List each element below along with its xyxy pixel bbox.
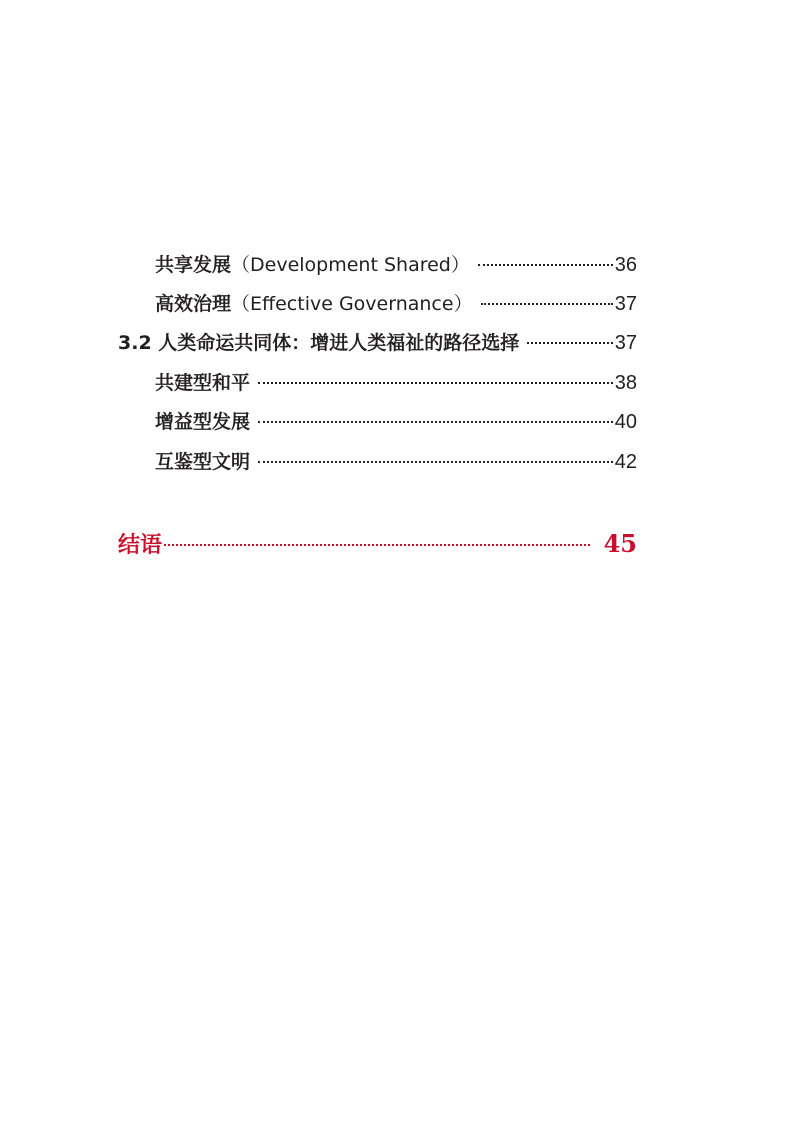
dot-leader [527,342,612,344]
toc-entry-mutual-learning-civilization[interactable] [155,447,637,477]
toc-entry-title: 互鉴型文明 [155,451,251,473]
toc-page-number: 37 [614,332,637,354]
toc-entry-effective-governance[interactable] [155,289,637,319]
toc-entry-title: 3.2 人类命运共同体：增进人类福祉的路径选择 [118,332,520,354]
dot-leader [258,461,613,463]
toc-page-number: 38 [614,372,637,394]
toc-page-number: 42 [614,451,637,473]
toc-entry-title: 结语 [118,533,163,558]
toc-entry-title: 共建型和平 [155,372,251,394]
toc-page-number: 40 [614,411,637,433]
toc-entry-beneficial-development[interactable] [155,407,637,437]
dot-leader [164,544,590,546]
toc-page-number: 36 [614,254,637,276]
toc-entry-title: 共享发展（Development Shared） [155,254,470,276]
toc-page-number: 37 [614,293,637,315]
dot-leader [478,264,613,266]
toc-entry-title: 高效治理（Effective Governance） [155,293,473,315]
toc-entry-co-built-peace[interactable] [155,368,637,398]
toc-entry-development-shared[interactable] [155,250,637,280]
toc-entry-title: 增益型发展 [155,411,251,433]
dot-leader [258,421,613,423]
dot-leader [258,382,613,384]
toc-entry-conclusion[interactable] [118,526,637,562]
toc-entry-section-3-2[interactable] [118,328,637,358]
toc-page-number: 45 [603,529,637,558]
dot-leader [481,303,613,305]
